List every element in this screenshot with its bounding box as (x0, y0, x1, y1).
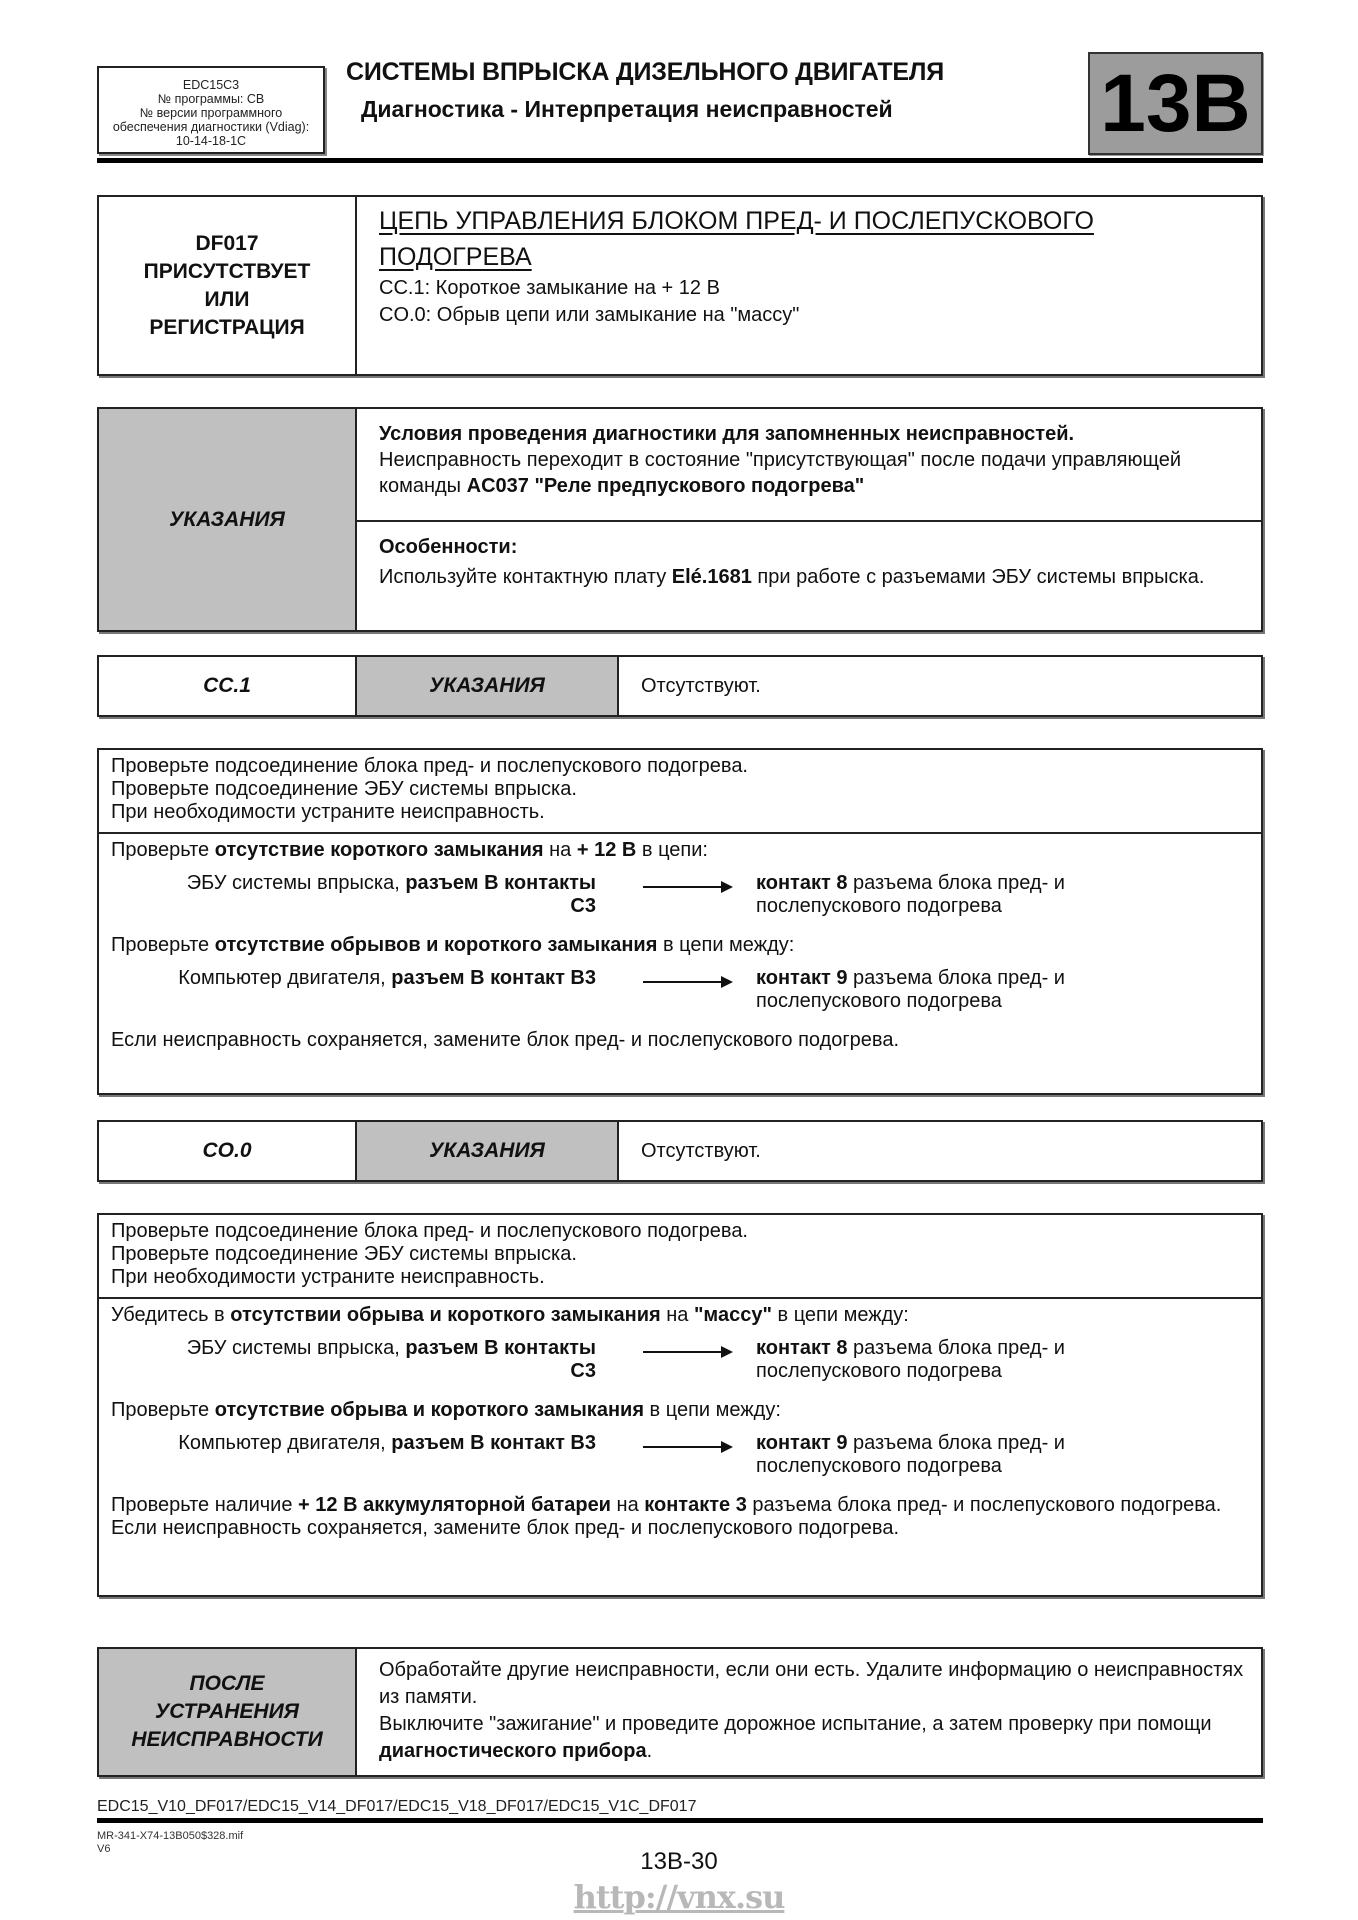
special-text: Используйте контактную плату (379, 566, 672, 588)
check-open-ground: Убедитесь в отсутствии обрыва и короткого замыкания на "массу" в цепи между: (111, 1304, 909, 1326)
footer-reference: EDC15_V10_DF017/EDC15_V14_DF017/EDC15_V18_DF017/EDC15_V1C_DF017 (97, 1798, 697, 1815)
after-repair-step-2: Выключите "зажигание" и проведите дорожное испытание, а затем проверку при помощи диагностического прибора. (379, 1713, 1212, 1762)
procedure-line: При необходимости устраните неисправность. (111, 801, 545, 823)
co0-header-row (97, 1120, 1263, 1182)
cc1-connection-checks (99, 750, 1261, 832)
conditions-command: AC037 "Реле предпускового подогрева" (466, 475, 865, 497)
wiring-connection (111, 967, 1261, 1019)
program-info-line: 10-14-18-1C (175, 134, 247, 148)
instructions-table (97, 407, 1263, 632)
connection-target: контакт 9 разъема блока пред- и послепускового подогрева (756, 967, 1065, 1012)
wiring-connection (111, 872, 1261, 924)
cc1-code: CC.1 (99, 657, 357, 715)
check-open-short: Проверьте отсутствие обрывов и короткого замыкания в цепи между: (111, 934, 795, 956)
program-info-line: EDC15C3 (182, 78, 240, 92)
conditions-heading: Условия проведения диагностики для запомненных неисправностей. (379, 423, 1075, 445)
special-tool: Elé.1681 (671, 566, 752, 588)
connection-source: ЭБУ системы впрыска, разъем B контакты C3 (186, 1337, 596, 1382)
procedure-line: Проверьте подсоединение блока пред- и послепускового подогрева. (111, 755, 748, 777)
fault-status-line: ПРИСУТСТВУЕТ (143, 259, 311, 283)
section-code-badge: 13B (1088, 52, 1263, 155)
check-battery-12v: Проверьте наличие + 12 В аккумуляторной батареи на контакте 3 разъема блока пред- и послепускового подогрева. (111, 1494, 1222, 1516)
check-open-short: Проверьте отсутствие обрыва и короткого замыкания в цепи между: (111, 1399, 781, 1421)
procedure-line: Проверьте подсоединение блока пред- и послепускового подогрева. (111, 1220, 748, 1242)
footer-version: V6 (97, 1843, 111, 1855)
footer-file-name: MR-341-X74-13B050$328.mif (97, 1830, 244, 1842)
connection-target: контакт 9 разъема блока пред- и послепускового подогрева (756, 1432, 1065, 1477)
after-repair-table (97, 1647, 1263, 1777)
wiring-connection (111, 1432, 1261, 1484)
procedure-line: При необходимости устраните неисправность. (111, 1266, 545, 1288)
procedure-final: Если неисправность сохраняется, замените блок пред- и послепускового подогрева. (111, 1517, 900, 1539)
special-notes (357, 522, 1261, 630)
procedure-line: Проверьте подсоединение ЭБУ системы впрыска. (111, 778, 577, 800)
page-subtitle: Диагностика - Интерпретация неисправностей (361, 96, 893, 122)
connection-target: контакт 8 разъема блока пред- и послепускового подогрева (756, 1337, 1065, 1382)
fault-state-cc1: CC.1: Короткое замыкание на + 12 В (379, 277, 720, 299)
program-info-box (97, 66, 325, 154)
after-repair-step-1: Обработайте другие неисправности, если они есть. Удалите информацию о неисправностях из памяти. (379, 1659, 1244, 1708)
fault-code: DF017 (195, 231, 259, 255)
wiring-connection (111, 1337, 1261, 1389)
program-info-line: обеспечения диагностики (Vdiag): (112, 120, 310, 134)
procedure-final: Если неисправность сохраняется, замените блок пред- и послепускового подогрева. (111, 1029, 900, 1051)
co0-instructions-value: Отсутствуют. (641, 1139, 761, 1162)
after-repair-label-line: НЕИСПРАВНОСТИ (131, 1728, 323, 1751)
procedure-line: Проверьте подсоединение ЭБУ системы впрыска. (111, 1243, 577, 1265)
program-info-line: № версии программного (139, 106, 283, 120)
arrow-right-icon (643, 1441, 733, 1453)
page-title: СИСТЕМЫ ВПРЫСКА ДИЗЕЛЬНОГО ДВИГАТЕЛЯ (346, 58, 944, 86)
fault-status-line: ИЛИ (204, 287, 250, 311)
header-divider (97, 158, 1263, 163)
cc1-instructions-label: УКАЗАНИЯ (357, 657, 619, 715)
fault-title: ЦЕПЬ УПРАВЛЕНИЯ БЛОКОМ ПРЕД- И ПОСЛЕПУСКОВОГО ПОДОГРЕВА (379, 207, 1094, 271)
arrow-right-icon (643, 1346, 733, 1358)
fault-status-line: РЕГИСТРАЦИЯ (149, 315, 305, 339)
co0-procedure (97, 1213, 1263, 1597)
co0-code: CO.0 (99, 1122, 357, 1180)
program-info-line: № программы: CB (157, 92, 265, 106)
fault-description-cell (357, 197, 1261, 374)
cc1-procedure (97, 748, 1263, 1095)
after-repair-label-line: ПОСЛЕ (189, 1672, 265, 1695)
connection-source: ЭБУ системы впрыска, разъем B контакты C3 (186, 872, 596, 917)
cc1-instructions-value: Отсутствуют. (641, 674, 761, 697)
check-short-12v: Проверьте отсутствие короткого замыкания на + 12 В в цепи: (111, 839, 708, 861)
fault-code-table (97, 195, 1263, 376)
conditions-text: Неисправность переходит в состояние "присутствующая" после подачи управляющей команды (379, 449, 1181, 497)
watermark-link[interactable]: http://vnx.su (573, 1878, 785, 1916)
after-repair-text (357, 1649, 1261, 1775)
fault-code-cell (99, 197, 357, 374)
special-text: при работе с разъемами ЭБУ системы впрыска. (751, 566, 1205, 588)
footer-divider (97, 1818, 1263, 1823)
fault-state-co0: CO.0: Обрыв цепи или замыкание на "массу" (379, 304, 800, 326)
page-number: 13B-30 (640, 1848, 718, 1875)
cc1-header-row (97, 655, 1263, 717)
after-repair-label (99, 1649, 357, 1775)
cc1-circuit-checks (99, 832, 1261, 1060)
co0-connection-checks (99, 1215, 1261, 1297)
connection-target: контакт 8 разъема блока пред- и послепускового подогрева (756, 872, 1065, 917)
diagnostic-conditions (357, 409, 1261, 522)
arrow-right-icon (643, 881, 733, 893)
co0-instructions-label: УКАЗАНИЯ (357, 1122, 619, 1180)
connection-source: Компьютер двигателя, разъем B контакт B3 (178, 1432, 596, 1454)
arrow-right-icon (643, 976, 733, 988)
instructions-label: УКАЗАНИЯ (99, 409, 357, 630)
connection-source: Компьютер двигателя, разъем B контакт B3 (178, 967, 596, 989)
co0-circuit-checks (99, 1297, 1261, 1548)
special-heading: Особенности: (379, 536, 518, 558)
after-repair-label-line: УСТРАНЕНИЯ (154, 1700, 299, 1723)
